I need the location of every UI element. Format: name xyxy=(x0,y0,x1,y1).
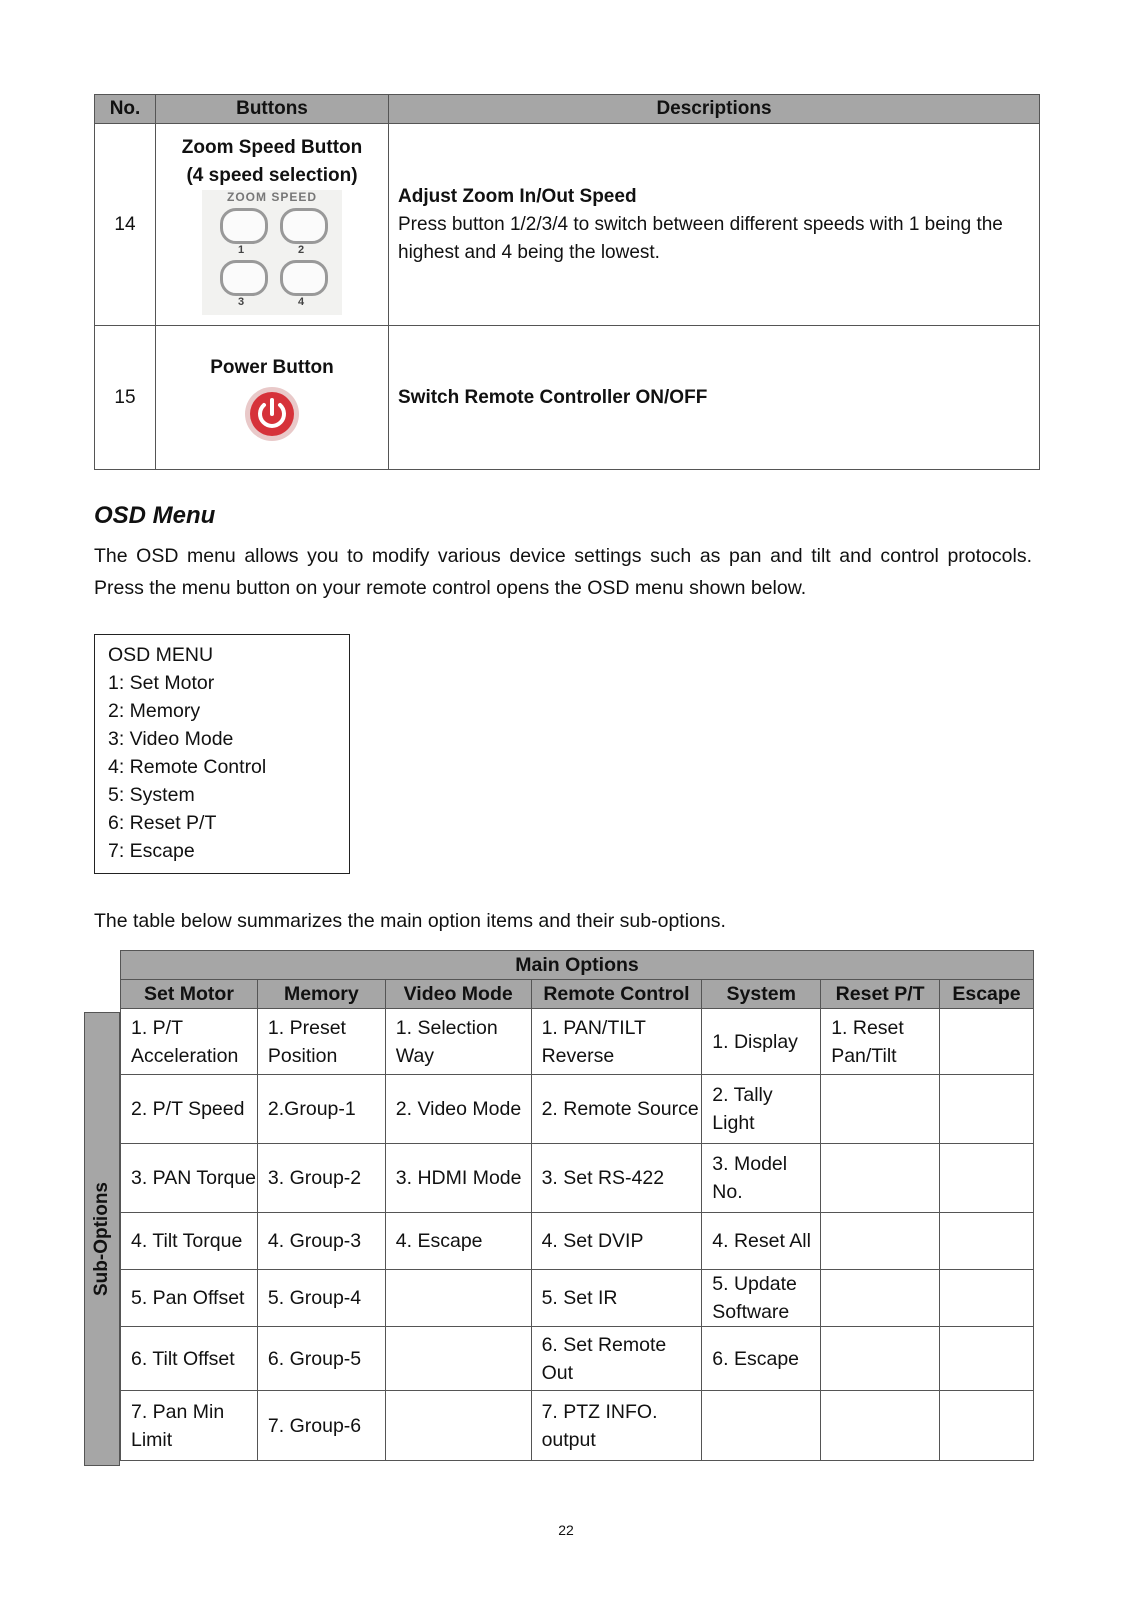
table-cell xyxy=(940,1391,1034,1461)
table-cell xyxy=(385,1327,531,1391)
table-cell xyxy=(821,1327,940,1391)
table-cell: 3. Set RS-422 xyxy=(531,1144,702,1213)
osd-menu-line: 7: Escape xyxy=(108,840,195,862)
button-title: Zoom Speed Button xyxy=(181,137,363,158)
table-cell: 2. P/T Speed xyxy=(121,1075,258,1144)
table-cell xyxy=(821,1270,940,1327)
column-header: Video Mode xyxy=(385,980,531,1009)
table-cell: 1. Reset Pan/Tilt xyxy=(821,1009,940,1075)
table-cell: 5. Group-4 xyxy=(257,1270,385,1327)
table-cell: 5. Pan Offset xyxy=(121,1270,258,1327)
table-cell xyxy=(940,1327,1034,1391)
column-header: Remote Control xyxy=(531,980,702,1009)
table-row xyxy=(121,1327,1034,1391)
main-options-header-row xyxy=(121,951,1034,980)
zoom-speed-caption: ZOOM SPEED xyxy=(226,190,317,204)
table-cell xyxy=(821,1213,940,1270)
table-cell: 4. Reset All xyxy=(702,1213,821,1270)
osd-menu-line: 5: System xyxy=(108,784,195,806)
zoom-key-4 xyxy=(280,260,328,296)
table-cell: 5. Update Software xyxy=(702,1270,821,1327)
table-cell xyxy=(940,1144,1034,1213)
table-row xyxy=(121,1009,1034,1075)
row-number: 15 xyxy=(95,326,156,470)
row-number: 14 xyxy=(95,124,156,326)
table-cell xyxy=(702,1391,821,1461)
summary-paragraph: The table below summarizes the main option items and their sub-options. xyxy=(94,910,726,932)
table-cell: 1. P/T Acceleration xyxy=(121,1009,258,1075)
osd-menu-line: 4: Remote Control xyxy=(108,756,267,778)
table-row xyxy=(121,1270,1034,1327)
description-cell xyxy=(389,124,1040,326)
table-cell: 1. Preset Position xyxy=(257,1009,385,1075)
description-title: Adjust Zoom In/Out Speed xyxy=(398,185,637,207)
table-cell: 3. HDMI Mode xyxy=(385,1144,531,1213)
table-cell: 3. PAN Torque xyxy=(121,1144,258,1213)
button-title: Power Button xyxy=(210,356,334,378)
table-cell xyxy=(940,1075,1034,1144)
table-cell: 1. PAN/TILT Reverse xyxy=(531,1009,702,1075)
table-cell xyxy=(940,1009,1034,1075)
column-header: System xyxy=(702,980,821,1009)
zoom-label-1: 1 xyxy=(238,244,245,256)
zoom-key-3 xyxy=(220,260,268,296)
table-cell: 6. Group-5 xyxy=(257,1327,385,1391)
zoom-label-3: 3 xyxy=(238,296,245,308)
table-cell: 3. Group-2 xyxy=(257,1144,385,1213)
osd-intro-paragraph: The OSD menu allows you to modify various device settings such as pan and tilt and control protocols. Press the menu button on your remote control opens the OSD menu shown below. xyxy=(94,545,1032,599)
button-subtitle: (4 speed selection) xyxy=(186,165,358,186)
table-cell: 2.Group-1 xyxy=(257,1075,385,1144)
zoom-key-1 xyxy=(220,208,268,244)
osd-menu-heading: OSD Menu xyxy=(94,502,216,529)
table-cell: 4. Escape xyxy=(385,1213,531,1270)
table-cell xyxy=(940,1270,1034,1327)
button-cell xyxy=(156,124,389,326)
table-cell: 2. Video Mode xyxy=(385,1075,531,1144)
column-header: Memory xyxy=(257,980,385,1009)
header-buttons: Buttons xyxy=(156,95,389,124)
sub-options-text: Sub-Options xyxy=(91,1182,112,1296)
osd-menu-line: 1: Set Motor xyxy=(108,672,215,694)
page-number: 22 xyxy=(558,1522,574,1538)
table-cell: 1. Display xyxy=(702,1009,821,1075)
osd-menu-box xyxy=(94,634,350,874)
zoom-key-2 xyxy=(280,208,328,244)
options-table xyxy=(120,950,1034,1461)
zoom-speed-image xyxy=(202,190,342,315)
table-cell: 7. PTZ INFO. output xyxy=(531,1391,702,1461)
header-no: No. xyxy=(95,95,156,124)
table-cell: 5. Set IR xyxy=(531,1270,702,1327)
table-cell: 7. Group-6 xyxy=(257,1391,385,1461)
main-options-header: Main Options xyxy=(121,951,1034,980)
table-cell: 2. Remote Source xyxy=(531,1075,702,1144)
description-cell xyxy=(389,326,1040,470)
table-cell: 7. Pan Min Limit xyxy=(121,1391,258,1461)
description-title: Switch Remote Controller ON/OFF xyxy=(398,386,708,408)
sub-options-label xyxy=(84,1012,120,1466)
table-cell: 6. Set Remote Out xyxy=(531,1327,702,1391)
table-cell xyxy=(940,1213,1034,1270)
table-row xyxy=(121,1144,1034,1213)
column-header: Reset P/T xyxy=(821,980,940,1009)
zoom-label-4: 4 xyxy=(298,296,305,308)
table-row xyxy=(121,1213,1034,1270)
table-cell: 3. Model No. xyxy=(702,1144,821,1213)
table-row xyxy=(95,326,1040,470)
table-cell: 2. Tally Light xyxy=(702,1075,821,1144)
zoom-label-2: 2 xyxy=(298,244,305,256)
table-cell: 6. Escape xyxy=(702,1327,821,1391)
power-icon xyxy=(244,386,300,442)
column-header: Escape xyxy=(940,980,1034,1009)
header-descriptions: Descriptions xyxy=(389,95,1040,124)
columns-header-row xyxy=(121,980,1034,1009)
buttons-table-header-row xyxy=(95,95,1040,124)
table-cell: 4. Tilt Torque xyxy=(121,1213,258,1270)
description-text: Press button 1/2/3/4 to switch between different speeds with 1 being the highest and 4 being the lowest. xyxy=(398,213,1003,263)
osd-menu-line: 6: Reset P/T xyxy=(108,812,217,834)
table-cell xyxy=(821,1391,940,1461)
table-cell xyxy=(821,1075,940,1144)
table-cell: 1. Selection Way xyxy=(385,1009,531,1075)
table-row xyxy=(121,1391,1034,1461)
osd-menu-line: OSD MENU xyxy=(108,644,214,666)
osd-menu-line: 3: Video Mode xyxy=(108,728,234,750)
button-cell xyxy=(156,326,389,470)
table-cell: 4. Group-3 xyxy=(257,1213,385,1270)
buttons-table xyxy=(94,94,1040,470)
table-row xyxy=(95,124,1040,326)
table-cell: 6. Tilt Offset xyxy=(121,1327,258,1391)
osd-menu-line: 2: Memory xyxy=(108,700,201,722)
table-cell xyxy=(385,1270,531,1327)
table-row xyxy=(121,1075,1034,1144)
table-cell xyxy=(385,1391,531,1461)
table-cell xyxy=(821,1144,940,1213)
table-cell: 4. Set DVIP xyxy=(531,1213,702,1270)
column-header: Set Motor xyxy=(121,980,258,1009)
